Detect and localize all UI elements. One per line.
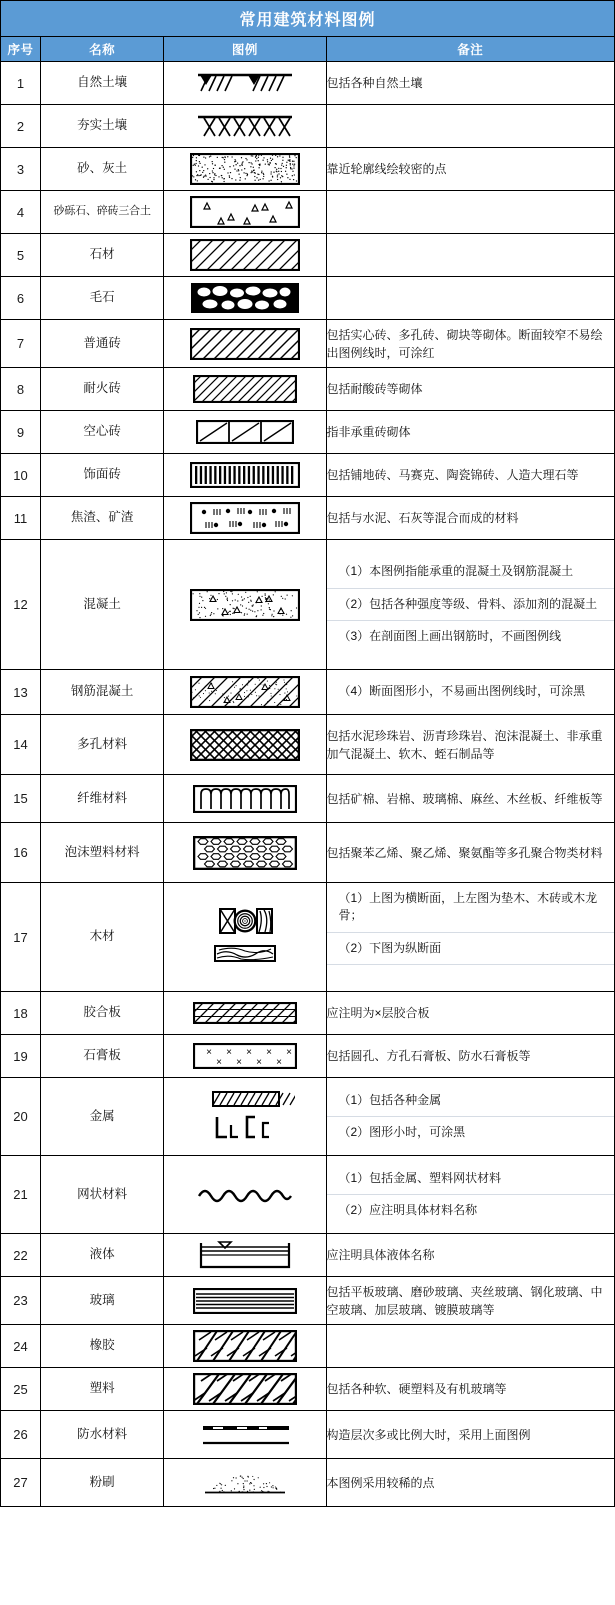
table-row bbox=[1, 1325, 615, 1368]
symbol-graphic bbox=[164, 239, 325, 271]
table-row bbox=[1, 497, 615, 540]
plaster-stipple-icon bbox=[164, 1459, 326, 1507]
material-note-list bbox=[326, 883, 615, 992]
material-name: 毛石 bbox=[41, 277, 164, 320]
material-note: 包括铺地砖、马赛克、陶瓷锦砖、人造大理石等 bbox=[326, 454, 615, 497]
material-name: 石材 bbox=[41, 234, 164, 277]
row-index: 7 bbox=[1, 320, 41, 368]
table-row bbox=[1, 105, 615, 148]
table-row bbox=[1, 454, 615, 497]
table-row bbox=[1, 1234, 615, 1277]
svg-text:×: × bbox=[265, 1047, 272, 1059]
material-note: 包括矿棉、岩棉、玻璃棉、麻丝、木丝板、纤维板等 bbox=[326, 775, 615, 823]
row-index: 22 bbox=[1, 1234, 41, 1277]
table-row bbox=[1, 1078, 615, 1156]
table-row bbox=[1, 670, 615, 715]
row-index: 8 bbox=[1, 368, 41, 411]
row-index: 4 bbox=[1, 191, 41, 234]
material-note bbox=[326, 277, 615, 320]
row-index: 3 bbox=[1, 148, 41, 191]
material-note bbox=[326, 105, 615, 148]
row-index: 24 bbox=[1, 1325, 41, 1368]
svg-text:×: × bbox=[255, 1057, 262, 1069]
common-brick-hatch-icon bbox=[164, 320, 326, 368]
material-note: 包括与水泥、石灰等混合而成的材料 bbox=[326, 497, 615, 540]
material-name: 玻璃 bbox=[41, 1277, 164, 1325]
facing-tile-stripes-icon bbox=[164, 454, 326, 497]
material-name: 焦渣、矿渣 bbox=[41, 497, 164, 540]
row-index: 5 bbox=[1, 234, 41, 277]
row-index: 19 bbox=[1, 1035, 41, 1078]
table-row bbox=[1, 883, 615, 992]
material-name: 金属 bbox=[41, 1078, 164, 1156]
table-row bbox=[1, 540, 615, 670]
row-index: 15 bbox=[1, 775, 41, 823]
material-name: 液体 bbox=[41, 1234, 164, 1277]
fibrous-wave-icon bbox=[164, 775, 326, 823]
symbol-graphic bbox=[164, 1418, 325, 1452]
table-row bbox=[1, 992, 615, 1035]
symbol-graphic bbox=[164, 1002, 325, 1024]
natural-soil-hatch-icon bbox=[164, 62, 326, 105]
symbol-graphic bbox=[164, 785, 325, 813]
symbol-graphic bbox=[164, 110, 325, 142]
row-index: 10 bbox=[1, 454, 41, 497]
material-note: 包括各种自然土壤 bbox=[326, 62, 615, 105]
table-row bbox=[1, 1368, 615, 1411]
table-row bbox=[1, 715, 615, 775]
column-header-name: 名称 bbox=[41, 37, 164, 62]
material-name: 空心砖 bbox=[41, 411, 164, 454]
symbol-graphic bbox=[164, 1330, 325, 1362]
symbol-graphic bbox=[164, 67, 325, 99]
hollow-brick-icon bbox=[164, 411, 326, 454]
material-note: 包括各种软、硬塑料及有机玻璃等 bbox=[326, 1368, 615, 1411]
table-row bbox=[1, 191, 615, 234]
svg-text:×: × bbox=[235, 1057, 242, 1069]
material-note-line bbox=[327, 965, 615, 991]
table-header-row bbox=[1, 37, 615, 62]
sand-lime-stipple-icon bbox=[164, 148, 326, 191]
material-name: 自然土壤 bbox=[41, 62, 164, 105]
svg-text:×: × bbox=[285, 1047, 292, 1059]
table-row bbox=[1, 148, 615, 191]
symbol-graphic bbox=[164, 1240, 325, 1270]
material-note-line: （2）图形小时，可涂黑 bbox=[338, 1125, 466, 1140]
gravel-aggregate-icon bbox=[164, 191, 326, 234]
table-row bbox=[1, 823, 615, 883]
symbol-graphic bbox=[164, 1373, 325, 1405]
material-name: 普通砖 bbox=[41, 320, 164, 368]
symbol-graphic bbox=[164, 1089, 325, 1145]
row-index: 13 bbox=[1, 670, 41, 715]
material-name: 砂、灰土 bbox=[41, 148, 164, 191]
symbol-graphic bbox=[164, 462, 325, 488]
material-name: 粉刷 bbox=[41, 1459, 164, 1507]
material-name: 泡沫塑料材料 bbox=[41, 823, 164, 883]
material-note: 本图例采用较稀的点 bbox=[326, 1459, 615, 1507]
material-note: 包括耐酸砖等砌体 bbox=[326, 368, 615, 411]
row-index: 1 bbox=[1, 62, 41, 105]
material-name: 砂砾石、碎砖三合土 bbox=[41, 191, 164, 234]
compacted-soil-hatch-icon bbox=[164, 105, 326, 148]
svg-text:×: × bbox=[215, 1057, 222, 1069]
symbol-graphic bbox=[164, 328, 325, 360]
material-name: 石膏板 bbox=[41, 1035, 164, 1078]
table-row bbox=[1, 411, 615, 454]
material-name: 钢筋混凝土 bbox=[41, 670, 164, 715]
material-note-line: （3）在剖面图上画出钢筋时，不画图例线 bbox=[338, 629, 562, 644]
symbol-graphic bbox=[164, 1043, 325, 1069]
material-note: 构造层次多或比例大时，采用上面图例 bbox=[326, 1411, 615, 1459]
symbol-graphic bbox=[164, 589, 325, 621]
row-index: 6 bbox=[1, 277, 41, 320]
row-index: 11 bbox=[1, 497, 41, 540]
svg-text:×: × bbox=[275, 1057, 282, 1069]
row-index: 18 bbox=[1, 992, 41, 1035]
table-row bbox=[1, 1277, 615, 1325]
column-header-symbol: 图例 bbox=[164, 37, 326, 62]
table-row bbox=[1, 775, 615, 823]
symbol-graphic bbox=[164, 1470, 325, 1496]
table-row bbox=[1, 1459, 615, 1507]
material-name: 网状材料 bbox=[41, 1156, 164, 1234]
symbol-graphic bbox=[164, 196, 325, 228]
concrete-stipple-icon bbox=[164, 540, 326, 670]
row-index: 21 bbox=[1, 1156, 41, 1234]
material-note-list bbox=[326, 1078, 615, 1156]
slag-cinder-icon bbox=[164, 497, 326, 540]
table-row bbox=[1, 368, 615, 411]
material-note-line: （2）应注明具体材料名称 bbox=[338, 1203, 478, 1218]
material-note: 包括圆孔、方孔石膏板、防水石膏板等 bbox=[326, 1035, 615, 1078]
waterproof-layers-icon bbox=[164, 1411, 326, 1459]
rubble-stone-icon bbox=[164, 277, 326, 320]
symbol-graphic bbox=[164, 906, 325, 968]
material-note-line: （2）下图为纵断面 bbox=[327, 933, 615, 965]
material-note-list bbox=[326, 540, 615, 670]
row-index: 20 bbox=[1, 1078, 41, 1156]
stone-diagonal-hatch-icon bbox=[164, 234, 326, 277]
material-name: 夯实土壤 bbox=[41, 105, 164, 148]
table-row bbox=[1, 1035, 615, 1078]
material-name: 塑料 bbox=[41, 1368, 164, 1411]
material-name: 纤维材料 bbox=[41, 775, 164, 823]
table-row bbox=[1, 320, 615, 368]
svg-text:×: × bbox=[245, 1047, 252, 1059]
material-note bbox=[326, 234, 615, 277]
symbol-graphic bbox=[164, 1184, 325, 1206]
material-name: 木材 bbox=[41, 883, 164, 992]
material-note bbox=[326, 191, 615, 234]
table-title-row bbox=[1, 1, 615, 37]
material-name: 饰面砖 bbox=[41, 454, 164, 497]
table-row bbox=[1, 62, 615, 105]
row-index: 16 bbox=[1, 823, 41, 883]
material-note-line: （4）断面图形小，不易画出图例线时，可涂黑 bbox=[338, 684, 586, 699]
material-note: 靠近轮廓线绘较密的点 bbox=[326, 148, 615, 191]
material-name: 防水材料 bbox=[41, 1411, 164, 1459]
row-index: 17 bbox=[1, 883, 41, 992]
symbol-graphic bbox=[164, 375, 325, 403]
material-note bbox=[326, 1325, 615, 1368]
table-row bbox=[1, 234, 615, 277]
table-row bbox=[1, 1156, 615, 1234]
material-note-line: （1）包括各种金属 bbox=[327, 1085, 615, 1117]
liquid-level-icon bbox=[164, 1234, 326, 1277]
material-note: 包括水泥珍珠岩、沥青珍珠岩、泡沫混凝土、非承重加气混凝土、软木、蛭石制品等 bbox=[326, 715, 615, 775]
gypsum-board-crosses-icon bbox=[164, 1035, 326, 1078]
material-note: 指非承重砖砌体 bbox=[326, 411, 615, 454]
row-index: 2 bbox=[1, 105, 41, 148]
symbol-graphic bbox=[164, 676, 325, 708]
symbol-graphic bbox=[164, 502, 325, 534]
material-note-list bbox=[326, 1156, 615, 1234]
symbol-graphic bbox=[164, 729, 325, 761]
mesh-wave-icon bbox=[164, 1156, 326, 1234]
material-note: 包括实心砖、多孔砖、砌块等砌体。断面较窄不易绘出图例线时，可涂红 bbox=[326, 320, 615, 368]
material-note-line: （2）包括各种强度等级、骨料、添加剂的混凝土 bbox=[327, 589, 615, 621]
porous-crosshatch-icon bbox=[164, 715, 326, 775]
foam-plastic-cells-icon bbox=[164, 823, 326, 883]
material-note: 包括平板玻璃、磨砂玻璃、夹丝玻璃、钢化玻璃、中空玻璃、加层玻璃、镀膜玻璃等 bbox=[326, 1277, 615, 1325]
plywood-hatch-icon bbox=[164, 992, 326, 1035]
svg-text:×: × bbox=[205, 1047, 212, 1059]
row-index: 23 bbox=[1, 1277, 41, 1325]
symbol-graphic bbox=[164, 1288, 325, 1314]
material-note-line: （1）本图例指能承重的混凝土及钢筋混凝土 bbox=[327, 556, 615, 588]
symbol-graphic bbox=[164, 420, 325, 444]
page-title: 常用建筑材料图例 bbox=[1, 1, 615, 37]
row-index: 12 bbox=[1, 540, 41, 670]
table-row bbox=[1, 1411, 615, 1459]
material-note: 包括聚苯乙烯、聚乙烯、聚氨酯等多孔聚合物类材料 bbox=[326, 823, 615, 883]
material-note: 应注明为×层胶合板 bbox=[326, 992, 615, 1035]
material-name: 胶合板 bbox=[41, 992, 164, 1035]
column-header-note: 备注 bbox=[326, 37, 615, 62]
metal-profiles-icon bbox=[164, 1078, 326, 1156]
fire-brick-hatch-icon bbox=[164, 368, 326, 411]
table-row bbox=[1, 277, 615, 320]
material-name: 混凝土 bbox=[41, 540, 164, 670]
rubber-hatch-icon bbox=[164, 1325, 326, 1368]
glass-lines-icon bbox=[164, 1277, 326, 1325]
row-index: 14 bbox=[1, 715, 41, 775]
timber-sections-icon bbox=[164, 883, 326, 992]
material-note-line: （1）包括金属、塑料网状材料 bbox=[327, 1163, 615, 1195]
row-index: 25 bbox=[1, 1368, 41, 1411]
row-index: 26 bbox=[1, 1411, 41, 1459]
symbol-graphic bbox=[164, 282, 325, 314]
material-note-list bbox=[326, 670, 615, 715]
material-name: 多孔材料 bbox=[41, 715, 164, 775]
reinforced-concrete-icon bbox=[164, 670, 326, 715]
row-index: 9 bbox=[1, 411, 41, 454]
plastic-hatch-icon bbox=[164, 1368, 326, 1411]
material-note-line: （1）上图为横断面，上左图为垫木、木砖或木龙骨； bbox=[327, 883, 615, 933]
material-name: 橡胶 bbox=[41, 1325, 164, 1368]
symbol-graphic bbox=[164, 153, 325, 185]
symbol-graphic bbox=[164, 836, 325, 870]
material-note: 应注明具体液体名称 bbox=[326, 1234, 615, 1277]
svg-text:×: × bbox=[225, 1047, 232, 1059]
material-name: 耐火砖 bbox=[41, 368, 164, 411]
column-header-no: 序号 bbox=[1, 37, 41, 62]
row-index: 27 bbox=[1, 1459, 41, 1507]
